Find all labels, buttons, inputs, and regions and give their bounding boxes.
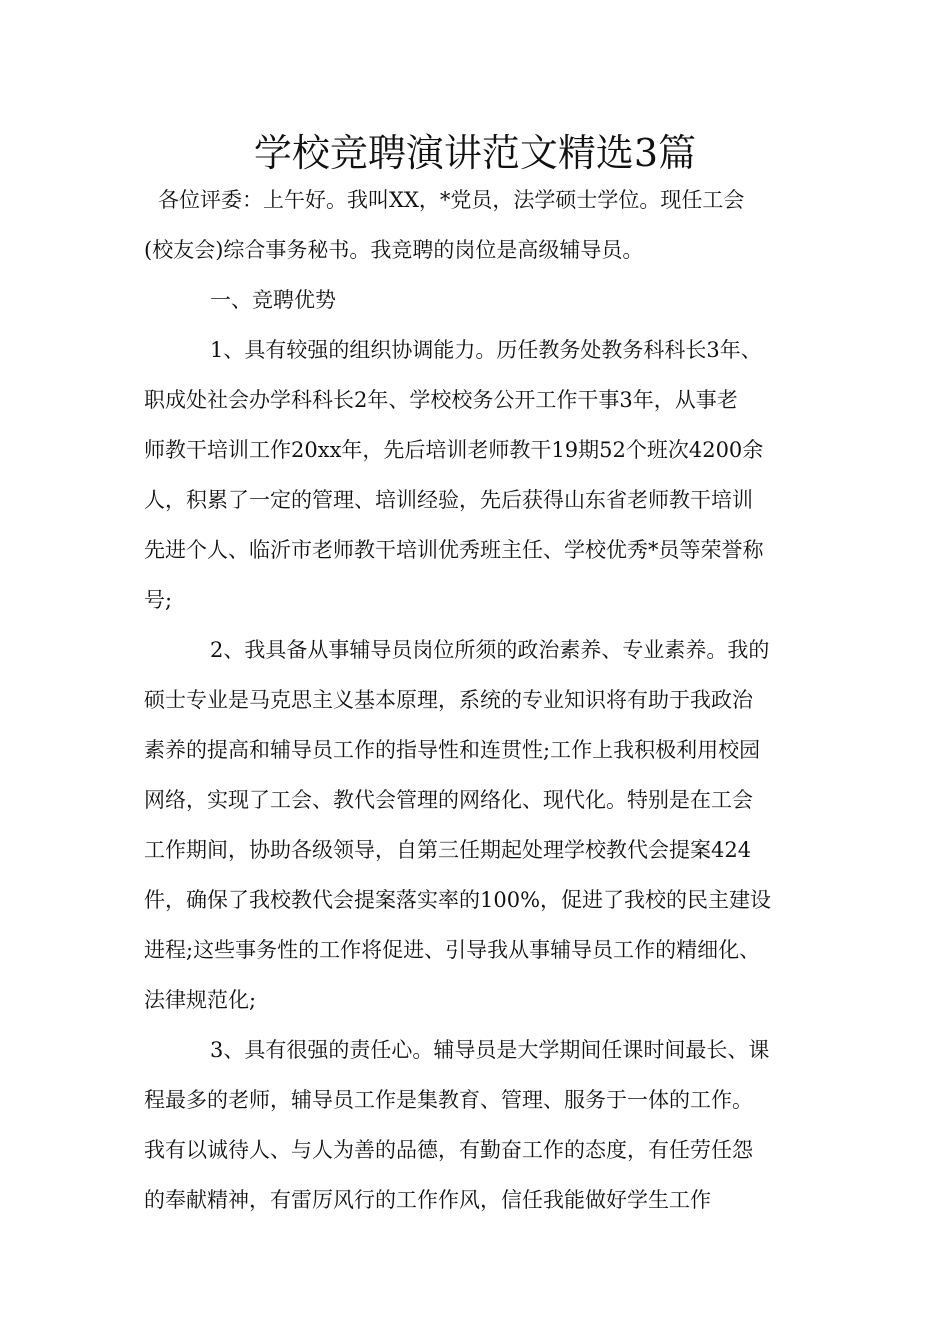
- body-line: 硕士专业是马克思主义基本原理，系统的专业知识将有助于我政治: [144, 688, 753, 712]
- body-line: 网络，实现了工会、教代会管理的网络化、现代化。特别是在工会: [144, 788, 753, 812]
- body-line: 进程;这些事务性的工作将促进、引导我从事辅导员工作的精细化、: [144, 938, 761, 962]
- section-heading: 一、竞聘优势: [210, 288, 336, 312]
- document-title: 学校竞聘演讲范文精选3篇: [253, 131, 697, 175]
- body-line: 号;: [144, 588, 173, 612]
- body-line: 师教干培训工作20xx年，先后培训老师教干19期52个班次4200余: [144, 438, 764, 462]
- body-line: 各位评委：上午好。我叫XX，*党员，法学硕士学位。现任工会: [158, 188, 745, 212]
- body-line: 职成处社会办学科科长2年、学校校务公开工作干事3年，从事老: [144, 388, 738, 412]
- body-line: 先进个人、临沂市老师教干培训优秀班主任、学校优秀*员等荣誉称: [144, 538, 764, 562]
- body-line: 工作期间，协助各级领导，自第三任期起处理学校教代会提案424: [144, 838, 752, 862]
- body-line: 素养的提高和辅导员工作的指导性和连贯性;工作上我积极利用校园: [144, 738, 761, 762]
- body-line: 件，确保了我校教代会提案落实率的100%，促进了我校的民主建设: [144, 888, 772, 912]
- body-line: 2、我具备从事辅导员岗位所须的政治素养、专业素养。我的: [210, 638, 770, 662]
- body-line: 人，积累了一定的管理、培训经验，先后获得山东省老师教干培训: [144, 488, 753, 512]
- body-line: 法律规范化;: [144, 988, 257, 1012]
- body-line: 的奉献精神，有雷厉风行的工作作风，信任我能做好学生工作: [144, 1188, 711, 1212]
- body-line: 程最多的老师，辅导员工作是集教育、管理、服务于一体的工作。: [144, 1088, 753, 1112]
- body-line: 1、具有较强的组织协调能力。历任教务处教务科科长3年、: [210, 338, 762, 362]
- body-line: (校友会)综合事务秘书。我竞聘的岗位是高级辅导员。: [144, 238, 644, 262]
- body-line: 3、具有很强的责任心。辅导员是大学期间任课时间最长、课: [210, 1038, 770, 1062]
- body-line: 我有以诚待人、与人为善的品德，有勤奋工作的态度，有任劳任怨: [144, 1138, 753, 1162]
